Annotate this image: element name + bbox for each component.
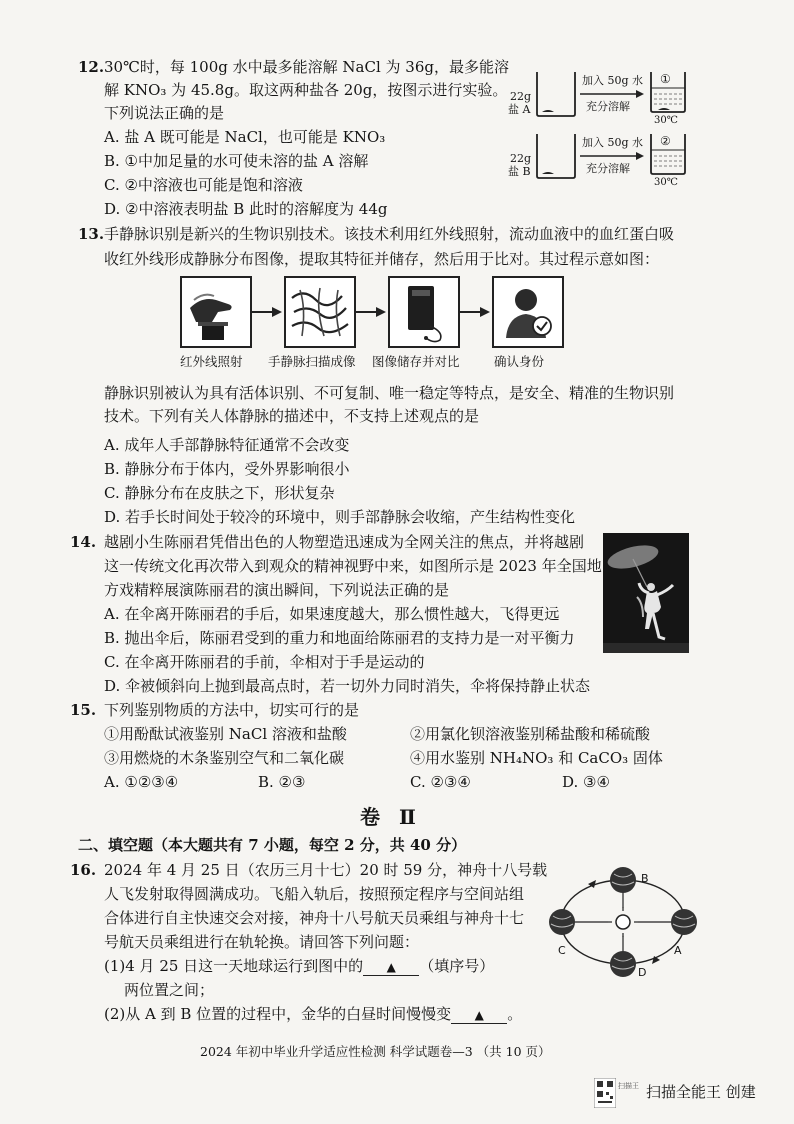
- salt-a-label: 盐 A: [508, 103, 531, 116]
- step-caption-identity: 确认身份: [494, 354, 545, 369]
- orbit-label-c: C: [558, 944, 566, 957]
- q16-number: 16.: [70, 861, 97, 879]
- q12-experiment-figure: [500, 64, 700, 194]
- beaker-empty-icon: [534, 132, 578, 180]
- step-box-storage: [388, 276, 460, 348]
- q16-sub1-cont: 两位置之间；: [124, 981, 215, 999]
- scanner-badge: 扫描王: [618, 1082, 639, 1090]
- orbit-drawing: [548, 862, 698, 982]
- scanner-credit: 扫描全能王 创建: [646, 1083, 756, 1101]
- hand-infrared-icon: [182, 278, 250, 346]
- q15-option-b: B. ②③: [258, 773, 306, 791]
- storage-device-icon: [390, 278, 458, 346]
- arrow-top-label: 加入 50g 水: [582, 136, 644, 149]
- earth-orbit-diagram: [548, 862, 698, 982]
- arrow-top-label: 加入 50g 水: [582, 74, 644, 87]
- step-box-identity: [492, 276, 564, 348]
- orbit-label-d: D: [638, 966, 647, 979]
- q14-option-b: B. 抛出伞后，陈丽君受到的重力和地面给陈丽君的支持力是一对平衡力: [104, 629, 575, 647]
- q14-number: 14.: [70, 533, 97, 551]
- q13-stem-line4: 技术。下列有关人体静脉的描述中，不支持上述观点的是: [104, 407, 480, 425]
- q14-stem-line3: 方戏精粹展演陈丽君的演出瞬间，下列说法正确的是: [104, 581, 450, 599]
- q16-stem-line1: 2024 年 4 月 25 日（农历三月十七）20 时 59 分，神舟十八号载: [104, 861, 548, 879]
- q16-sub1: [104, 957, 494, 976]
- q12-stem-line3: 下列说法正确的是: [104, 104, 225, 122]
- q15-item-2: ②用氯化钡溶液鉴别稀盐酸和稀硫酸: [410, 725, 651, 743]
- q15-item-4: ④用水鉴别 NH₄NO₃ 和 CaCO₃ 固体: [410, 749, 663, 767]
- beaker-empty-icon: [534, 70, 578, 118]
- salt-b-mass: 22g: [510, 152, 532, 165]
- right-arrow-icon: [580, 89, 644, 99]
- q13-stem-line2: 收红外线形成静脉分布图像，提取其特征并储存，然后用于比对。其过程示意如图：: [104, 250, 660, 268]
- q12-option-d: D. ②中溶液表明盐 B 此时的溶解度为 44g: [104, 200, 388, 218]
- temp-label-1: 30℃: [654, 115, 678, 126]
- q13-option-c: C. 静脉分布在皮肤之下，形状复杂: [104, 484, 335, 502]
- answer-blank-marker: ▲: [386, 960, 396, 974]
- q13-stem-line3: 静脉识别被认为具有活体识别、不可复制、唯一稳定等特点，是安全、精准的生物识别: [104, 384, 675, 402]
- q15-item-1: ①用酚酞试液鉴别 NaCl 溶液和盐酸: [104, 725, 347, 743]
- right-arrow-icon: [252, 306, 282, 318]
- right-arrow-icon: [580, 151, 644, 161]
- q16-stem-line4: 号航天员乘组进行在轨轮换。请回答下列问题：: [104, 933, 420, 951]
- orbit-label-b: B: [641, 872, 649, 885]
- step-caption-infrared: 红外线照射: [180, 354, 243, 369]
- q14-option-d: D. 伞被倾斜向上抛到最高点时，若一切外力同时消失，伞将保持静止状态: [104, 677, 591, 695]
- arrow-bottom-label: 充分溶解: [586, 100, 630, 113]
- q14-stem-line2: 这一传统文化再次带入到观众的精神视野中来，如图所示是 2023 年全国地: [104, 557, 602, 575]
- beaker-2-label: ②: [660, 134, 671, 148]
- answer-blank-2[interactable]: [451, 1005, 507, 1024]
- section-heading: 二、填空题（本大题共有 7 小题，每空 2 分，共 40 分）: [78, 836, 467, 854]
- step-caption-scan: 手静脉扫描成像: [268, 354, 356, 369]
- right-arrow-icon: [356, 306, 386, 318]
- q15-option-c: C. ②③④: [410, 773, 471, 791]
- q16-sub2-end: 。: [507, 1005, 523, 1023]
- q14-stem-line1: 越剧小生陈丽君凭借出色的人物塑造迅速成为全网关注的焦点，并将越剧: [104, 533, 585, 551]
- q13-option-d: D. 若手长时间处于较冷的环境中，则手部静脉会收缩，产生结构性变化: [104, 508, 576, 526]
- q16-stem-line2: 人飞发射取得圆满成功。飞船入轨后，按照预定程序与空间站组: [104, 885, 525, 903]
- q14-option-a: A. 在伞离开陈丽君的手后，如果速度越大，那么惯性越大，飞得更远: [104, 605, 560, 623]
- q13-option-b: B. 静脉分布于体内，受外界影响很小: [104, 460, 350, 478]
- answer-blank-1[interactable]: [363, 957, 419, 976]
- q15-item-3: ③用燃烧的木条鉴别空气和二氧化碳: [104, 749, 345, 767]
- step-box-scan: [284, 276, 356, 348]
- q12-number: 12.: [78, 58, 105, 76]
- q12-option-a: A. 盐 A 既可能是 NaCl，也可能是 KNO₃: [104, 128, 386, 146]
- performance-photo: [603, 533, 689, 653]
- person-verified-icon: [494, 278, 562, 346]
- page-footer: 2024 年初中毕业升学适应性检测 科学试题卷—3 （共 10 页）: [200, 1044, 551, 1059]
- step-box-infrared: [180, 276, 252, 348]
- section-title: 卷 Ⅱ: [360, 805, 422, 829]
- q15-option-a: A. ①②③④: [104, 773, 179, 791]
- q12-stem-line2: 解 KNO₃ 为 45.8g。取这两种盐各 20g，按图示进行实验。: [104, 81, 508, 99]
- q13-number: 13.: [78, 225, 105, 243]
- q16-sub1-text: (1)4 月 25 日这一天地球运行到图中的: [104, 957, 364, 975]
- q12-stem-line1: 30℃时，每 100g 水中最多能溶解 NaCl 为 36g，最多能溶: [104, 58, 509, 76]
- salt-a-mass: 22g: [510, 90, 532, 103]
- answer-blank-marker: ▲: [474, 1008, 484, 1022]
- q14-option-c: C. 在伞离开陈丽君的手前，伞相对于手是运动的: [104, 653, 425, 671]
- vein-scan-icon: [286, 278, 354, 346]
- temp-label-2: 30℃: [654, 177, 678, 188]
- arrow-bottom-label: 充分溶解: [586, 162, 630, 175]
- q16-stem-line3: 合体进行自主快速交会对接，神舟十八号航天员乘组与神舟十七: [104, 909, 525, 927]
- orbit-label-a: A: [674, 944, 682, 957]
- q15-number: 15.: [70, 701, 97, 719]
- q13-stem-line1: 手静脉识别是新兴的生物识别技术。该技术利用红外线照射，流动血液中的血红蛋白吸: [104, 225, 675, 243]
- scanner-watermark: [594, 1076, 774, 1110]
- q12-option-b: B. ①中加足量的水可使未溶的盐 A 溶解: [104, 152, 369, 170]
- qr-code-icon: [594, 1078, 616, 1108]
- beaker-1-label: ①: [660, 72, 671, 86]
- q16-sub1-hint: （填序号）: [419, 957, 495, 975]
- step-caption-storage: 图像储存并对比: [372, 354, 460, 369]
- q15-stem: 下列鉴别物质的方法中，切实可行的是: [104, 701, 360, 719]
- right-arrow-icon: [460, 306, 490, 318]
- salt-b-label: 盐 B: [508, 165, 531, 178]
- q16-sub2: [104, 1005, 522, 1024]
- q15-option-d: D. ③④: [562, 773, 610, 791]
- q12-option-c: C. ②中溶液也可能是饱和溶液: [104, 176, 303, 194]
- q16-sub2-text: (2)从 A 到 B 位置的过程中，金华的白昼时间慢慢变: [104, 1005, 452, 1023]
- q13-option-a: A. 成年人手部静脉特征通常不会改变: [104, 436, 350, 454]
